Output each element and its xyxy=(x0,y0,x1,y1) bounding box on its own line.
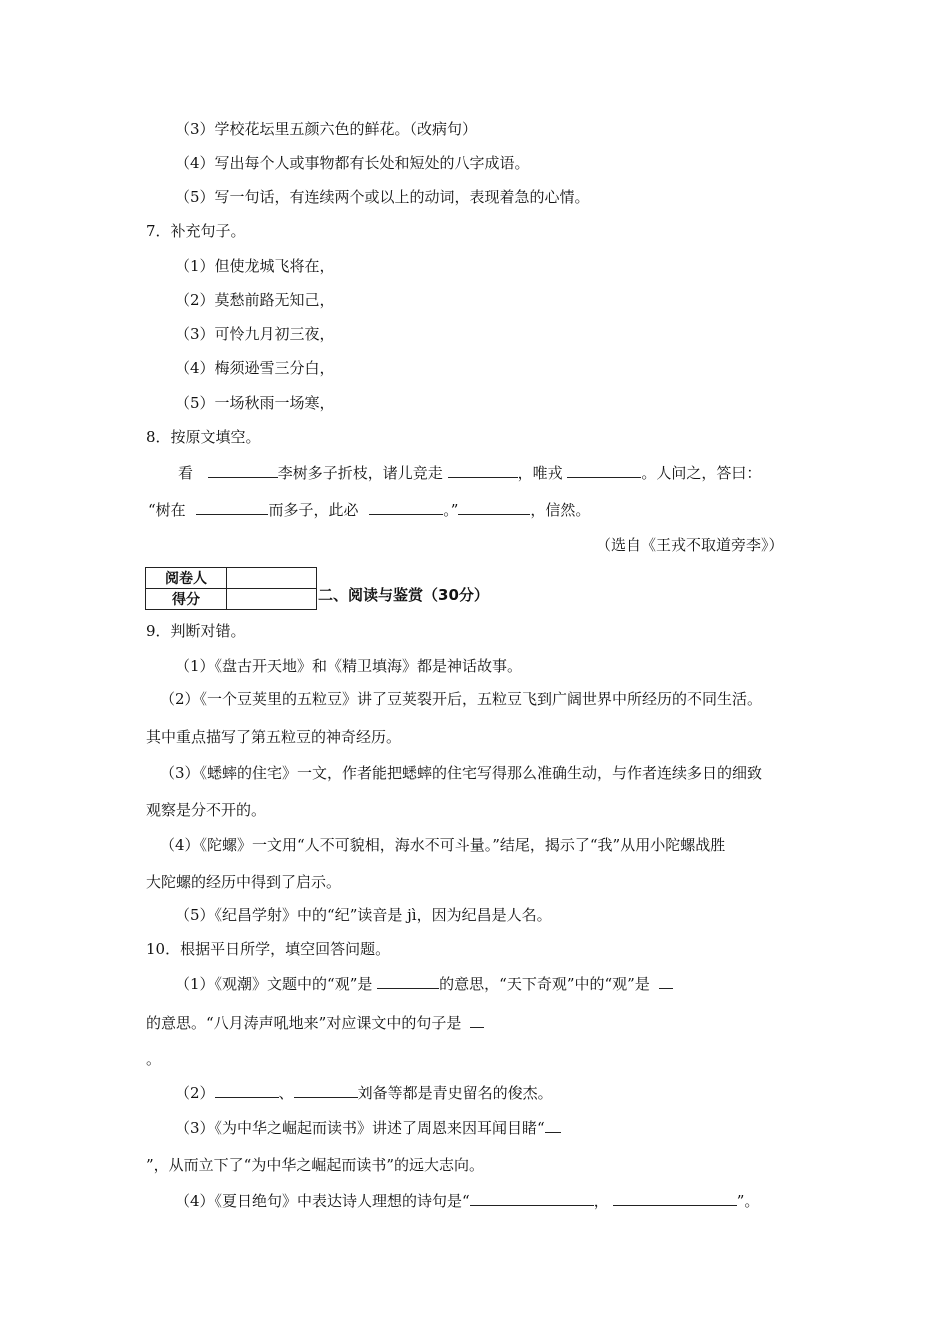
score-label: 得分 xyxy=(146,589,227,610)
q7-item-2: （2）莫愁前路无知己， xyxy=(175,291,335,309)
q10-item-4: （4）《夏日绝句》中表达诗人理想的诗句是“ ， ”。 xyxy=(175,1192,760,1210)
answer-blank[interactable] xyxy=(458,500,530,515)
q9-item-2-cont: 其中重点描写了第五粒豆的神奇经历。 xyxy=(146,728,402,746)
q10-item-2: （2） 、 刘备等都是青史留名的俊杰。 xyxy=(175,1084,553,1102)
q6-item-5: （5）写一句话，有连续两个或以上的动词，表现着急的心情。 xyxy=(175,188,590,206)
q10-item-1-end: 。 xyxy=(146,1050,162,1068)
q10-item-3: （3）《为中华之崛起而读书》讲述了周恩来因耳闻目睹“ xyxy=(175,1118,561,1138)
q8-passage-line-1: 看 李树多子折枝，诸儿竞走 ，唯戎 。人问之，答曰： xyxy=(178,464,762,482)
answer-blank[interactable] xyxy=(545,1118,561,1133)
answer-blank[interactable] xyxy=(208,463,278,478)
q7-item-5: （5）一场秋雨一场寒， xyxy=(175,394,335,412)
q7-item-1: （1）但使龙城飞将在， xyxy=(175,257,335,275)
q9-item-5: （5）《纪昌学射》中的“纪”读音是 jì，因为纪昌是人名。 xyxy=(175,906,552,924)
q8-source: （选自《王戎不取道旁李》） xyxy=(596,536,784,554)
answer-blank[interactable] xyxy=(369,500,443,515)
q8-title: 8．按原文填空。 xyxy=(146,428,261,446)
section-2-title: 二、阅读与鉴赏（30分） xyxy=(318,586,489,604)
answer-blank[interactable] xyxy=(470,1191,594,1206)
q6-item-4: （4）写出每个人或事物都有长处和短处的八字成语。 xyxy=(175,154,530,172)
q7-title: 7．补充句子。 xyxy=(146,222,246,240)
answer-blank[interactable] xyxy=(448,463,518,478)
reviewer-label: 阅卷人 xyxy=(146,568,227,589)
score-box xyxy=(145,567,317,610)
q6-item-3: （3）学校花坛里五颜六色的鲜花。（改病句） xyxy=(175,120,478,138)
answer-blank[interactable] xyxy=(196,500,268,515)
answer-blank[interactable] xyxy=(613,1191,737,1206)
answer-blank[interactable] xyxy=(470,1013,484,1028)
q10-item-1: （1）《观潮》文题中的“观”是 的意思，“天下奇观”中的“观”是 xyxy=(175,974,673,994)
q10-item-1-cont: 的意思。“八月涛声吼地来”对应课文中的句子是 xyxy=(146,1013,484,1033)
answer-blank[interactable] xyxy=(567,463,641,478)
q9-item-4: （4）《陀螺》一文用“人不可貌相，海水不可斗量。”结尾，揭示了“我”从用小陀螺战胜 xyxy=(160,836,726,854)
answer-blank[interactable] xyxy=(215,1083,279,1098)
q9-item-1: （1）《盘古开天地》和《精卫填海》都是神话故事。 xyxy=(175,657,523,675)
q7-item-4: （4）梅须逊雪三分白， xyxy=(175,359,335,377)
q9-item-3-cont: 观察是分不开的。 xyxy=(146,801,267,819)
q10-title: 10．根据平日所学，填空回答问题。 xyxy=(146,940,391,958)
q9-item-2: （2）《一个豆荚里的五粒豆》讲了豆荚裂开后，五粒豆飞到广阔世界中所经历的不同生活。 xyxy=(160,690,763,708)
answer-blank[interactable] xyxy=(294,1083,358,1098)
score-field[interactable] xyxy=(227,589,317,610)
q9-title: 9．判断对错。 xyxy=(146,622,246,640)
q9-item-3: （3）《蟋蟀的住宅》一文，作者能把蟋蟀的住宅写得那么准确生动，与作者连续多日的细致 xyxy=(160,764,763,782)
reviewer-field[interactable] xyxy=(227,568,317,589)
answer-blank[interactable] xyxy=(659,974,673,989)
q10-item-3-cont: ”，从而立下了“为中华之崛起而读书”的远大志向。 xyxy=(146,1156,485,1174)
q9-item-4-cont: 大陀螺的经历中得到了启示。 xyxy=(146,873,342,891)
q8-passage-line-2: “树在 而多子，此必 。” ，信然。 xyxy=(148,501,591,519)
q7-item-3: （3）可怜九月初三夜， xyxy=(175,325,335,343)
answer-blank[interactable] xyxy=(377,974,439,989)
